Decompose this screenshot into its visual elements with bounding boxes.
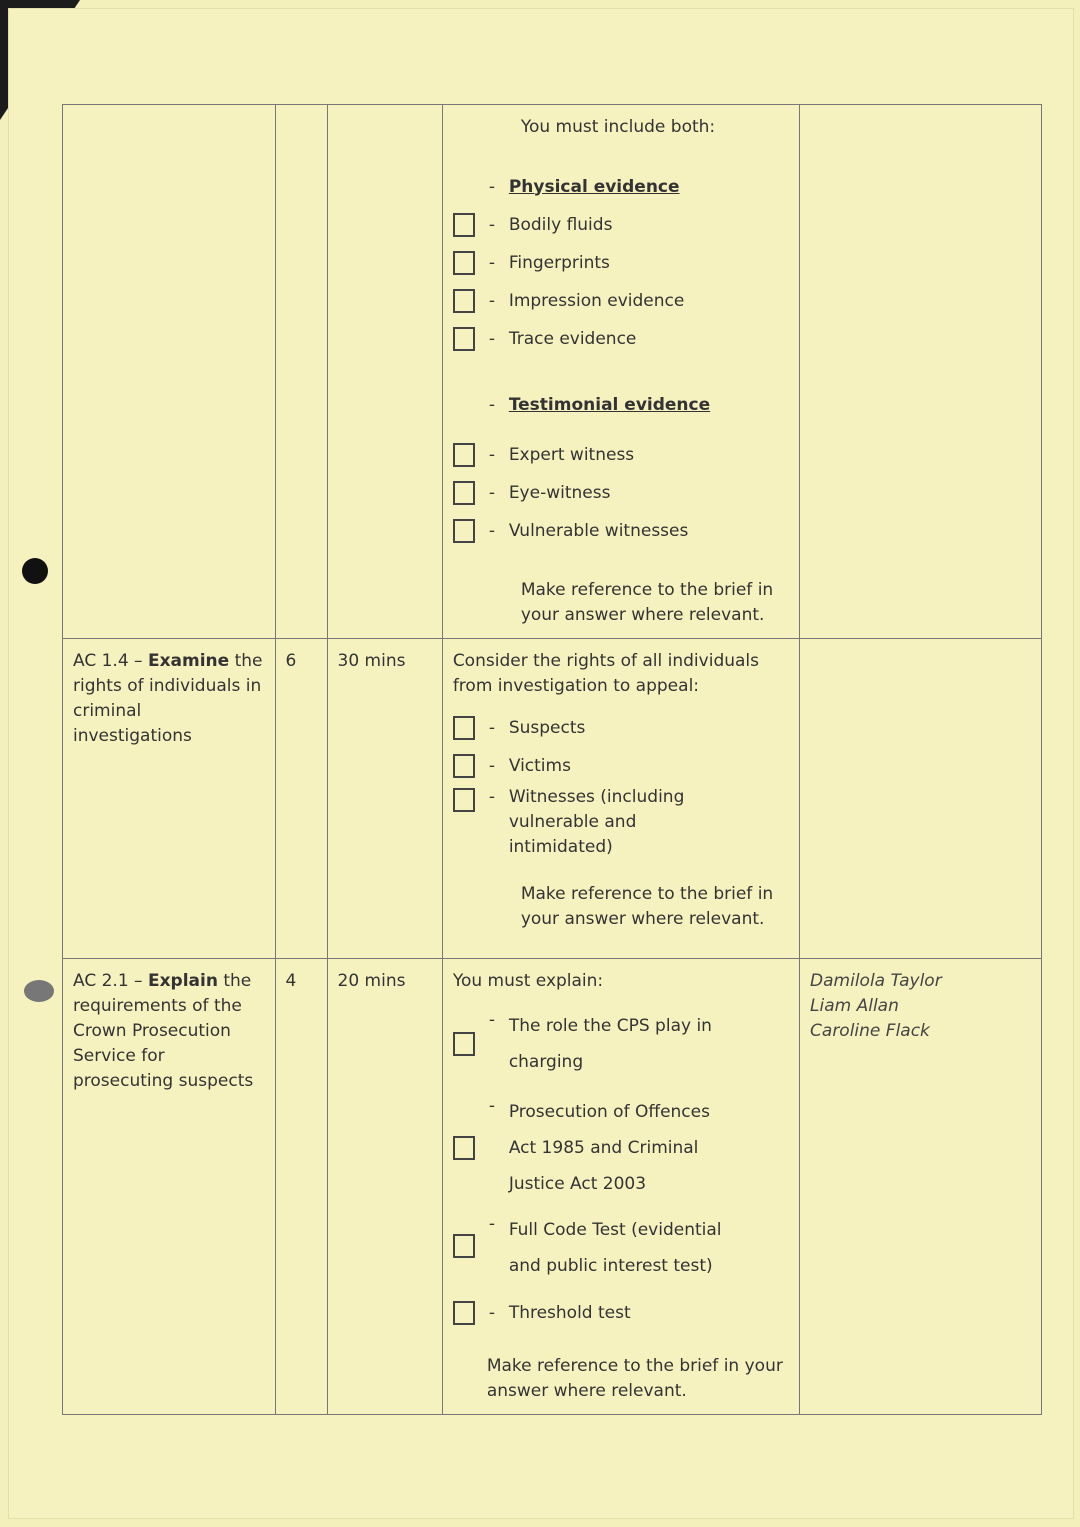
checkbox xyxy=(453,175,475,199)
checkbox[interactable] xyxy=(453,754,475,778)
list-item[interactable] xyxy=(453,474,789,512)
notes-cell xyxy=(800,639,1042,959)
item-label: Impression evidence xyxy=(508,290,685,311)
item-label: Trace evidence xyxy=(508,328,637,349)
item-label: Threshold test xyxy=(508,1302,631,1323)
item-label: Prosecution of Offences Act 1985 and Criminal Justice Act 2003 xyxy=(508,1102,710,1194)
punch-hole-label xyxy=(24,980,54,1002)
list-item[interactable] xyxy=(453,206,789,244)
dash-icon: - xyxy=(488,1302,495,1323)
item-label: Full Code Test (evidential and public interest test) xyxy=(508,1220,722,1276)
punch-hole xyxy=(22,558,48,584)
time-cell: 20 mins xyxy=(327,959,442,1415)
dash-icon: - xyxy=(488,1096,495,1116)
dash-icon: - xyxy=(488,755,495,776)
checkbox[interactable] xyxy=(453,327,475,351)
time-cell: 30 mins xyxy=(327,639,442,959)
list-item xyxy=(453,386,789,424)
dash-icon: - xyxy=(488,787,495,807)
brief-note: Make reference to the brief in your answer where relevant. xyxy=(520,884,774,929)
list-item[interactable] xyxy=(453,1212,789,1284)
assessment-table xyxy=(62,104,1042,1415)
list-item[interactable] xyxy=(453,747,789,785)
item-label: Victims xyxy=(508,755,571,776)
item-label: Expert witness xyxy=(508,444,635,465)
marks-cell: 6 xyxy=(275,639,327,959)
list-item[interactable] xyxy=(453,1094,789,1202)
list-item[interactable] xyxy=(453,512,789,550)
item-label: Eye-witness xyxy=(508,482,611,503)
list-item[interactable] xyxy=(453,1294,789,1332)
list-item[interactable] xyxy=(453,436,789,474)
criteria-cell xyxy=(63,105,276,639)
ac-code: AC 1.4 – xyxy=(73,651,148,671)
checkbox xyxy=(453,393,475,417)
item-label: Bodily fluids xyxy=(508,214,613,235)
time-cell xyxy=(327,105,442,639)
list-item[interactable] xyxy=(453,320,789,358)
table-row xyxy=(63,105,1042,639)
brief-note: Make reference to the brief in your answer where relevant. xyxy=(520,580,774,625)
list-item[interactable] xyxy=(453,244,789,282)
guidance-cell xyxy=(442,639,799,959)
table-row xyxy=(63,959,1042,1415)
item-label: Witnesses (including vulnerable and intimidated) xyxy=(508,787,685,857)
checkbox[interactable] xyxy=(453,481,475,505)
guidance-intro: You must include both: xyxy=(520,117,716,137)
dash-icon: - xyxy=(488,444,495,465)
marks-cell xyxy=(275,105,327,639)
notes-cell xyxy=(800,105,1042,639)
dash-icon: - xyxy=(488,328,495,349)
checkbox[interactable] xyxy=(453,716,475,740)
checkbox[interactable] xyxy=(453,213,475,237)
criteria-cell xyxy=(63,639,276,959)
item-label: Vulnerable witnesses xyxy=(508,520,689,541)
marks-cell: 4 xyxy=(275,959,327,1415)
ac-command-verb: Explain xyxy=(147,971,218,991)
checkbox[interactable] xyxy=(453,289,475,313)
list-item[interactable] xyxy=(453,282,789,320)
criteria-cell xyxy=(63,959,276,1415)
brief-note: Make reference to the brief in your answer where relevant. xyxy=(486,1356,783,1401)
ac-command-verb: Examine xyxy=(147,651,230,671)
list-item[interactable] xyxy=(453,1008,789,1080)
item-label: The role the CPS play in charging xyxy=(508,1016,712,1072)
guidance-intro: You must explain: xyxy=(452,971,604,991)
dash-icon: - xyxy=(488,717,495,738)
dash-icon: - xyxy=(488,1214,495,1234)
checkbox[interactable] xyxy=(453,788,475,812)
guidance-cell xyxy=(442,959,799,1415)
checkbox[interactable] xyxy=(453,1032,475,1056)
table-row xyxy=(63,639,1042,959)
dash-icon: - xyxy=(488,1010,495,1030)
notes-cell xyxy=(800,959,1042,1415)
case-name: Caroline Flack xyxy=(810,1021,930,1041)
dash-icon: - xyxy=(488,290,495,311)
ac-description: the rights of individuals in criminal investigations xyxy=(73,651,263,746)
checkbox[interactable] xyxy=(453,1301,475,1325)
checkbox[interactable] xyxy=(453,1234,475,1258)
dash-icon: - xyxy=(488,520,495,541)
dash-icon: - xyxy=(488,482,495,503)
case-name: Damilola Taylor xyxy=(810,971,942,991)
dash-icon: - xyxy=(488,252,495,273)
list-item[interactable] xyxy=(453,709,789,747)
group-heading: Testimonial evidence xyxy=(508,394,711,415)
dash-icon: - xyxy=(488,176,495,197)
checkbox[interactable] xyxy=(453,251,475,275)
ac-description: the requirements of the Crown Prosecution Service for prosecuting suspects xyxy=(73,971,254,1091)
checkbox[interactable] xyxy=(453,519,475,543)
dash-icon: - xyxy=(488,214,495,235)
checkbox[interactable] xyxy=(453,1136,475,1160)
guidance-cell xyxy=(442,105,799,639)
list-item xyxy=(453,168,789,206)
checkbox[interactable] xyxy=(453,443,475,467)
ac-code: AC 2.1 – xyxy=(73,971,148,991)
item-label: Suspects xyxy=(508,717,586,738)
guidance-intro: Consider the rights of all individuals from investigation to appeal: xyxy=(452,651,760,696)
case-name: Liam Allan xyxy=(810,996,899,1016)
item-label: Fingerprints xyxy=(508,252,610,273)
group-heading: Physical evidence xyxy=(508,176,680,197)
list-item[interactable] xyxy=(453,785,789,860)
dash-icon: - xyxy=(488,394,495,415)
